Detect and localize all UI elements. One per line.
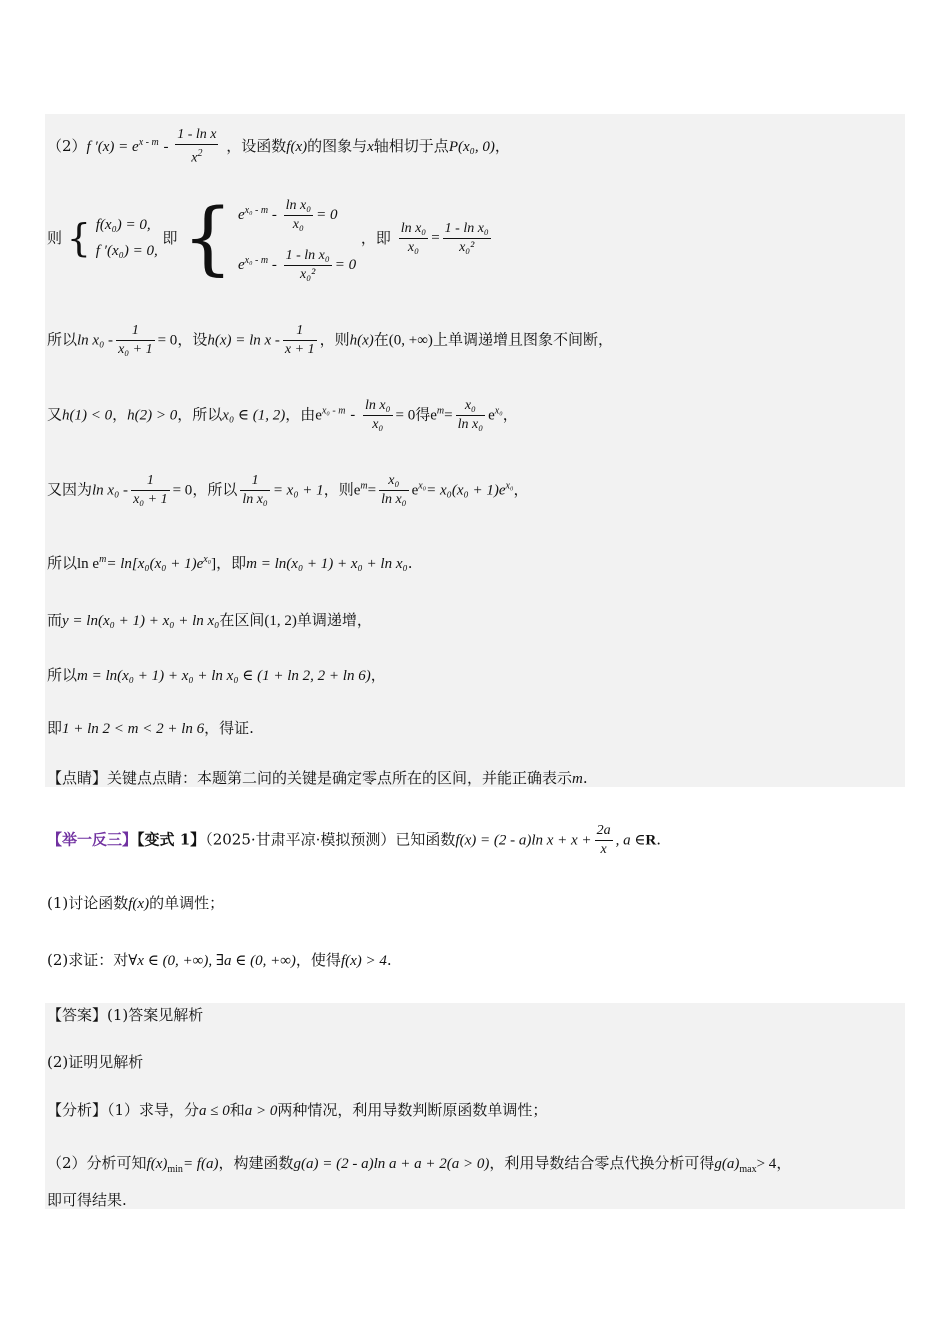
fraction	[456, 397, 485, 434]
num: 2a	[595, 822, 613, 841]
den: x₀	[372, 417, 384, 432]
text: ，则	[323, 480, 354, 499]
text: 上单调递增且图象不间断，	[432, 330, 613, 349]
den: x₀²	[459, 239, 475, 255]
brace: {	[66, 216, 91, 260]
fraction	[131, 472, 170, 509]
exp: m	[99, 554, 107, 565]
exp: x₀ - m	[244, 205, 269, 216]
num: 1 - ln x	[175, 126, 218, 145]
text: ，	[502, 405, 518, 424]
question-2	[47, 950, 392, 971]
num: 1	[131, 472, 170, 491]
solution-line-1: （2）f $'(x) = e^{x - m}$ - $\frac{\text{1 - ln x}}{x^2}$ ，设函数f(x)的图象与x轴相切于点P(x₀, 0)，	[47, 127, 510, 166]
math: R	[645, 832, 657, 849]
den: $x^2$	[191, 148, 203, 166]
math: = f(a)	[182, 1156, 219, 1172]
tag: 【举一反三】	[47, 830, 138, 849]
text: (2)求证：对	[47, 951, 129, 969]
eq: =	[367, 482, 377, 499]
solution-line-8	[47, 665, 386, 686]
num: 1	[283, 322, 317, 341]
system-left	[96, 212, 158, 264]
exp: x₀	[494, 405, 503, 417]
math: = 0	[157, 332, 178, 349]
text: 即	[162, 229, 178, 247]
num: ln x₀	[363, 397, 392, 416]
math: 1 + ln 2 < m < 2 + ln 6	[62, 721, 205, 737]
text: ，利用导数结合零点代换分析可得	[489, 1154, 715, 1172]
text: ，	[513, 480, 529, 499]
exp: x₀	[505, 480, 514, 492]
num: x₀	[456, 397, 485, 416]
e: e	[353, 482, 361, 499]
text: ，设	[177, 330, 208, 349]
num: 1	[240, 472, 269, 491]
answer-line-1	[47, 1005, 203, 1025]
exp: x₀	[203, 554, 212, 565]
math: ln x₀ -	[92, 482, 129, 499]
den: ln x₀	[242, 492, 268, 507]
den: x₀ + 1	[118, 342, 153, 357]
fraction	[363, 397, 392, 434]
math: f(x)	[146, 1156, 168, 1172]
e: e	[237, 207, 245, 223]
den: x₀²	[300, 267, 316, 283]
text: ，即	[216, 554, 247, 572]
text: .	[407, 554, 413, 572]
brace: {	[182, 191, 234, 284]
solution-line-6	[47, 550, 412, 574]
text: 单调递增，	[296, 611, 372, 629]
sys-row: f(x₀) = 0,	[95, 217, 151, 233]
sub: max	[739, 1164, 757, 1175]
text: .	[656, 830, 662, 849]
math: f(x) > 4	[340, 953, 387, 969]
e: e	[411, 482, 419, 499]
math: ]	[211, 556, 217, 572]
den: x	[600, 842, 607, 857]
exp: m	[436, 405, 445, 417]
fraction	[443, 220, 491, 257]
fraction	[175, 126, 218, 168]
math: f(x)	[128, 896, 150, 912]
fraction	[379, 472, 408, 509]
math: ∀x ∈ (0, +∞), ∃a ∈ (0, +∞)	[128, 953, 296, 969]
exp: x₀ - m	[321, 405, 346, 417]
text: .	[386, 951, 392, 969]
eq: = 0	[316, 207, 338, 223]
solution-line-3	[47, 322, 613, 359]
text: 在区间	[219, 611, 265, 629]
fraction	[283, 322, 317, 359]
sys-row: f ′(x₀) = 0,	[95, 243, 158, 259]
e: e	[430, 407, 437, 424]
text: ，	[776, 1154, 792, 1172]
text: ，	[494, 136, 510, 155]
math: y = ln(x₀ + 1) + x₀ + ln x₀	[62, 613, 220, 629]
fraction	[116, 322, 155, 359]
sub: min	[167, 1164, 183, 1175]
text: ，得证.	[204, 719, 254, 737]
math: h(x)	[349, 332, 374, 349]
e: e	[315, 407, 322, 424]
text: 【分析】（1）求导，分	[47, 1101, 200, 1119]
math: f(x) = (2 - a)ln x + x +	[455, 832, 592, 849]
solution-line-7	[47, 610, 372, 631]
fraction	[399, 220, 428, 257]
math: ln x₀ -	[77, 332, 114, 349]
math: > 4	[756, 1156, 777, 1172]
num: 1	[116, 322, 155, 341]
fraction	[595, 822, 613, 859]
problem-statement	[47, 822, 661, 859]
exp: x₀	[418, 480, 427, 492]
num: 1 - ln x₀	[284, 247, 332, 266]
text: (1)讨论函数	[47, 894, 129, 912]
math: h(2) > 0	[127, 407, 178, 424]
fraction	[240, 472, 269, 509]
text: 【点睛】关键点点睛：本题第二问的关键是确定零点所在的区间，并能正确表示	[47, 769, 573, 787]
text: 的图象与	[307, 136, 368, 155]
analysis-line-1	[47, 1100, 547, 1121]
text: (2)证明见解析	[47, 1053, 144, 1071]
text: ，	[370, 666, 386, 684]
math: a > 0	[244, 1103, 278, 1119]
text: 又因为	[47, 480, 93, 499]
analysis-line-2	[47, 1153, 791, 1180]
key-point-line	[47, 768, 588, 789]
math: h(x) = ln x -	[207, 332, 280, 349]
math: h(1) < 0	[62, 407, 113, 424]
text: ，设函数	[226, 136, 287, 155]
text: 即	[47, 719, 63, 737]
num: ln x₀	[399, 220, 428, 239]
num: x₀	[379, 472, 408, 491]
text: ，使得	[295, 951, 341, 969]
math: = x₀ + 1	[272, 482, 324, 499]
text: 两种情况，利用导数判断原函数单调性；	[277, 1101, 548, 1119]
den: x₀ + 1	[133, 492, 168, 507]
text: 所以	[47, 666, 78, 684]
text: ，构建函数	[218, 1154, 294, 1172]
solution-line-2	[47, 188, 494, 288]
text: ，所以	[192, 480, 238, 499]
question-1	[47, 893, 224, 914]
text: ，则	[319, 330, 350, 349]
text: 而	[47, 611, 63, 629]
math: x₀ ∈ (1, 2)	[222, 407, 286, 424]
text: ，即	[360, 229, 391, 247]
e: e	[237, 257, 245, 273]
exp: x₀ - m	[244, 255, 269, 266]
math: ln e	[77, 556, 100, 572]
math: m = ln(x₀ + 1) + x₀ + ln x₀ ∈ (1 + ln 2, 2 + ln 6)	[77, 668, 371, 684]
math: f ′(x) = e	[86, 138, 139, 155]
math: m = ln(x₀ + 1) + x₀ + ln x₀	[246, 556, 408, 572]
math: f(x)	[286, 138, 308, 155]
e: e	[488, 407, 495, 424]
text: 轴相切于点	[373, 136, 449, 155]
num: ln x₀	[284, 197, 313, 216]
text: .	[582, 769, 588, 787]
solution-line-4: 又h(1) < 0，h(2) > 0，所以x₀ ∈ (1, 2)，由$e^{x_0 - m}$ - $\frac{\text{ln x₀}}{\text{x₀}}$ = 0得$e^m=$ $\frac{\text{x₀}}{\text{ln x₀}}$ $e^{x_0}$，	[47, 398, 518, 432]
text: 【答案】(1)答案见解析	[47, 1006, 204, 1024]
text: ，所以	[177, 405, 223, 424]
math-exp: x - m	[138, 136, 159, 148]
eq: = 0	[334, 257, 357, 273]
eq: = 0	[395, 407, 416, 424]
text: 的单调性；	[149, 894, 225, 912]
text: （2）分析可知	[47, 1154, 147, 1172]
den: x₀	[407, 239, 419, 255]
fraction	[284, 197, 313, 234]
text: 则	[47, 229, 63, 247]
math: g(a)	[714, 1156, 740, 1172]
den: x + 1	[284, 342, 315, 357]
text: 得	[415, 405, 431, 424]
text: 和	[229, 1101, 245, 1119]
math: m	[572, 771, 583, 787]
text: ，	[112, 405, 128, 424]
text: （2025·甘肃平凉·模拟预测）已知函数	[205, 830, 456, 849]
text: （2）	[47, 136, 87, 155]
math: a ≤ 0	[199, 1103, 230, 1119]
eq: =	[444, 407, 453, 424]
analysis-line-3	[47, 1190, 127, 1210]
system-right: $e^{x_0 - m}$ - $\frac{\text{ln x₀}}{\text{x₀}}$ = 0 $e^{x_0 - m}$ - $\frac{\text{1 - ln x₀}}{\text{x₀²}}$ = 0	[237, 198, 357, 283]
answer-line-2	[47, 1052, 143, 1072]
math: g(a) = (2 - a)ln a + a + 2(a > 0)	[293, 1156, 490, 1172]
math: x	[367, 138, 374, 155]
math: = ln[x₀(x₀ + 1)e	[106, 556, 204, 572]
math: (0, +∞)	[388, 332, 433, 349]
text: 即可得结果.	[47, 1191, 127, 1209]
math: = x₀(x₀ + 1)e	[426, 482, 506, 499]
fraction	[284, 247, 332, 284]
den: ln x₀	[457, 417, 484, 432]
solution-line-5	[47, 472, 528, 509]
math: (1, 2)	[264, 613, 297, 629]
text: ，由	[285, 405, 316, 424]
text: 所以	[47, 330, 78, 349]
eq: =	[431, 230, 440, 246]
text: 所以	[47, 554, 78, 572]
math: , a ∈	[615, 832, 646, 849]
text: 又	[47, 405, 63, 424]
text: 在	[373, 330, 389, 349]
solution-line-9	[47, 718, 254, 739]
num: 1 - ln x₀	[443, 220, 491, 239]
den: x₀	[292, 217, 304, 233]
math: P(x₀, 0)	[448, 138, 495, 155]
exp: m	[360, 480, 368, 492]
math: = 0	[172, 482, 193, 499]
den: ln x₀	[381, 492, 407, 507]
variant-label: 【变式 1】	[137, 830, 206, 849]
den-text: x	[191, 150, 198, 166]
